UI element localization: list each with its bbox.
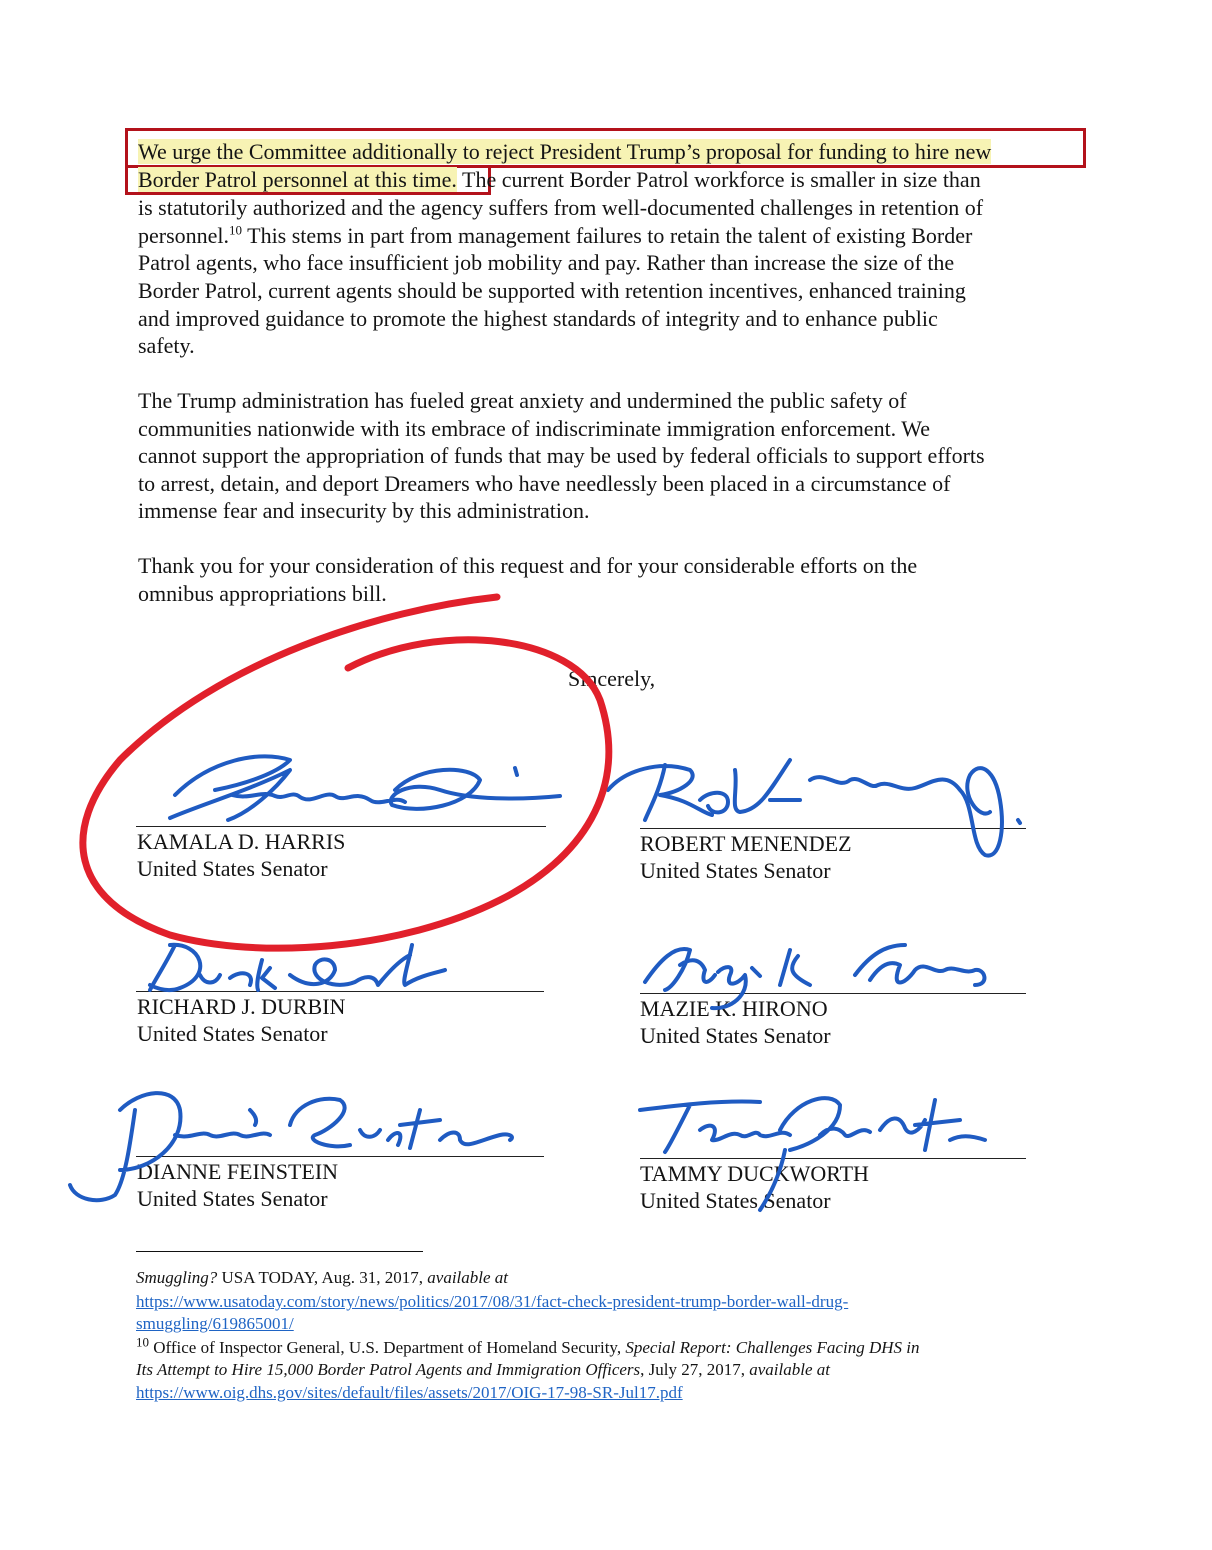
signatory-name: RICHARD J. DURBIN	[137, 994, 346, 1019]
signature-line-hirono	[640, 993, 1026, 994]
signature-harris	[170, 756, 560, 820]
signature-durbin	[150, 945, 445, 990]
signature-line-feinstein	[136, 1156, 544, 1157]
signatory-title: United States Senator	[137, 1021, 328, 1046]
footnote-10-link[interactable]: https://www.oig.dhs.gov/sites/default/files/assets/2017/OIG-17-98-SR-Jul17.pdf	[136, 1383, 683, 1402]
highlighted-text-1: We urge the Committee additionally to reject President Trump’s proposal for funding to hire new	[138, 139, 992, 164]
body-line: immense fear and insecurity by this administration.	[138, 498, 590, 523]
footnote-10-text: Office of Inspector General, U.S. Department of Homeland Security,	[149, 1338, 626, 1357]
body-line: Border Patrol, current agents should be supported with retention incentives, enhanced training	[138, 278, 966, 303]
signatory-title: United States Senator	[137, 856, 328, 881]
signatory-name: TAMMY DUCKWORTH	[640, 1161, 869, 1186]
signature-line-duckworth	[640, 1158, 1026, 1159]
body-line: is statutorily authorized and the agency suffers from well-documented challenges in retention of	[138, 195, 984, 220]
footnote-10-citation	[136, 1334, 920, 1359]
signature-line-durbin	[136, 991, 544, 992]
signatory-name: KAMALA D. HARRIS	[137, 829, 346, 854]
footnote-10-date: , July 27, 2017,	[640, 1360, 750, 1379]
footnote-9-title: Smuggling?	[136, 1268, 218, 1287]
footnote-10-number: 10	[136, 1334, 149, 1350]
body-line: omnibus appropriations bill.	[138, 581, 387, 606]
body-line: communities nationwide with its embrace of indiscriminate immigration enforcement. We	[138, 416, 931, 441]
body-line: cannot support the appropriation of funds that may be used by federal officials to support efforts	[138, 443, 985, 468]
footnote-10-available: available at	[749, 1360, 830, 1379]
footnote-separator	[136, 1251, 423, 1252]
annotation-circle	[83, 597, 609, 948]
closing-sincerely: Sincerely,	[568, 666, 656, 691]
signatory-title: United States Senator	[137, 1186, 328, 1211]
signatory-title: United States Senator	[640, 1023, 831, 1048]
footnote-9-available: available at	[427, 1268, 509, 1287]
body-text: The current Border Patrol workforce is smaller in size than	[456, 167, 981, 192]
signatory-name: DIANNE FEINSTEIN	[137, 1159, 339, 1184]
signature-line-harris	[136, 826, 546, 827]
body-line: safety.	[138, 333, 195, 358]
footnote-10-title-continued: Its Attempt to Hire 15,000 Border Patrol Agents and Immigration Officers	[136, 1360, 641, 1379]
footnote-9-source: USA TODAY, Aug. 31, 2017,	[217, 1268, 428, 1287]
highlighted-text-2: Border Patrol personnel at this time.	[138, 167, 457, 192]
body-line: to arrest, detain, and deport Dreamers who have needlessly been placed in a circumstance of	[138, 471, 951, 496]
signatory-name: MAZIE K. HIRONO	[640, 996, 828, 1021]
signature-line-menendez	[640, 828, 1026, 829]
body-line: Patrol agents, who face insufficient job mobility and pay. Rather than increase the size of the	[138, 250, 955, 275]
footnote-ref-10[interactable]: 10	[229, 222, 243, 238]
signatory-title: United States Senator	[640, 858, 831, 883]
footnote-9-link[interactable]: https://www.usatoday.com/story/news/politics/2017/08/31/fact-check-president-trump-border-wall-drug-	[136, 1292, 849, 1311]
body-line: and improved guidance to promote the highest standards of integrity and to enhance public	[138, 306, 938, 331]
signatory-name: ROBERT MENENDEZ	[640, 831, 852, 856]
body-line: Thank you for your consideration of this request and for your considerable efforts on the	[138, 553, 918, 578]
body-text: This stems in part from management failures to retain the talent of existing Border	[242, 223, 973, 248]
footnote-9-link-continued[interactable]: smuggling/619865001/	[136, 1314, 294, 1333]
body-line: The Trump administration has fueled great anxiety and undermined the public safety of	[138, 388, 907, 413]
footnote-10-title: Special Report: Challenges Facing DHS in	[625, 1338, 920, 1357]
footnote-9-citation	[136, 1267, 508, 1289]
body-text: personnel.	[138, 223, 230, 248]
signatory-title: United States Senator	[640, 1188, 831, 1213]
